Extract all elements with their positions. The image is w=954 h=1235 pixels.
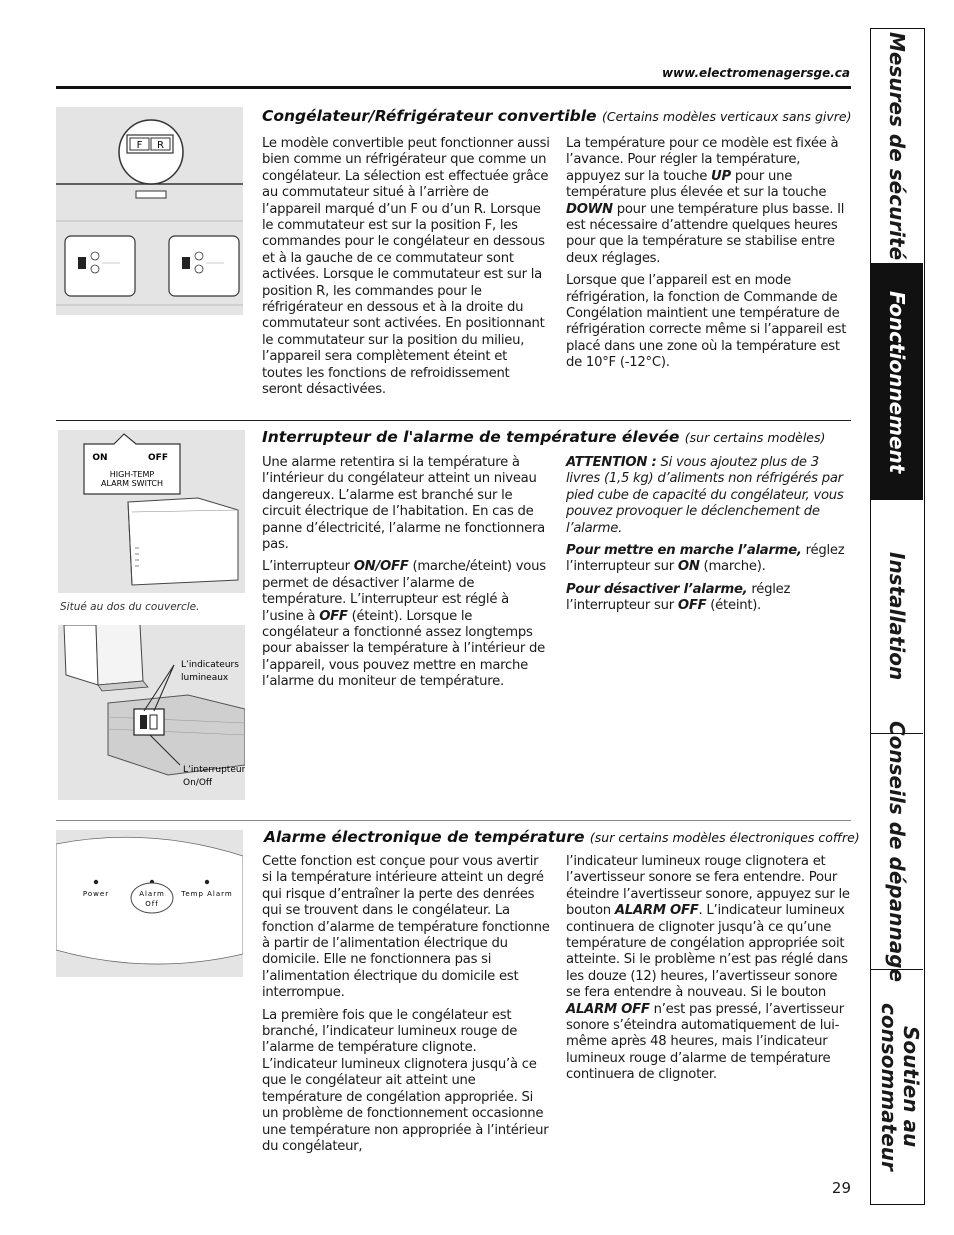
tab-soutien-au-consommateur[interactable]	[871, 970, 923, 1203]
attention-paragraph: ATTENTION : Si vous ajoutez plus de 3 livres (1,5 kg) d’aliments non réfrigérés par pied cube de capacité du congélateur, vous pouvez provoquer le déclenchement de l’alarme.	[566, 455, 844, 536]
switch-r-label: R	[157, 140, 164, 151]
svg-text:On/Off: On/Off	[183, 778, 213, 788]
figure-caption: Situé au dos du couvercle.	[60, 601, 200, 613]
website-url[interactable]: www.electromenagersge.ca	[661, 66, 850, 80]
chapter-tabs-sidebar	[870, 28, 925, 1205]
tab-label: Soutien au consommateur	[877, 1002, 923, 1171]
section-title-electronic-alarm	[264, 828, 860, 846]
paragraph: La première fois que le congélateur est branché, l’indicateur lumineux rouge de l’alarme de température clignote. L’indicateur lumineux clignotera jusqu’à ce que le congélateur ait atteint une température de congélation appropriée. Si un problème de fonctionnement occasionne une température non appropriée à l’intérieur du congélateur,	[262, 1007, 549, 1154]
tab-conseils-de-depannage[interactable]	[871, 720, 923, 983]
section-title-alarm-switch	[262, 428, 825, 446]
section-subtitle: (sur certains modèles)	[684, 430, 826, 445]
convertible-col-1	[262, 136, 550, 405]
electronic-alarm-col-2	[566, 854, 854, 1090]
convertible-controls-illustration	[56, 107, 243, 315]
page-number: 29	[831, 1179, 851, 1197]
high-temp-alarm-switch-illustration	[58, 430, 245, 593]
paragraph: Cette fonction est conçue pour vous avertir si la température intérieure atteint un degré qui risque d’entraîner la perte des denrées qui se trouvent dans le congélateur. La fonction d’alarme de température fonctionne à partir de l’alimentation électrique du domicile. Elle ne fonctionnera pas si l’alimentation électrique du domicile est interrompue.	[262, 854, 550, 1001]
tab-label: Installation	[885, 552, 909, 681]
indicators-label: L’indicateurs	[181, 660, 239, 670]
paragraph: Une alarme retentira si la température à l’intérieur du congélateur atteint un niveau dangereux. L’alarme est branché sur le circuit électrique de l’habitation. En cas de panne d’électricité, l’alarme ne fonctionnera pas.	[262, 455, 546, 553]
tab-label: Conseils de dépannage	[885, 720, 909, 983]
section-title-convertible	[262, 107, 851, 125]
power-label: Power	[82, 890, 110, 898]
section-title-text: Alarme électronique de température	[264, 828, 585, 846]
electronic-alarm-panel-illustration	[56, 830, 243, 977]
section-title-text: Interrupteur de l'alarme de température élevée	[262, 428, 680, 446]
section-divider	[56, 820, 851, 821]
switch-label: L’interrupteur	[183, 765, 245, 775]
switch-f-label: F	[136, 140, 143, 151]
convertible-col-2	[566, 136, 854, 378]
svg-text:HIGH-TEMP: HIGH-TEMP	[109, 470, 155, 479]
tab-label: Mesures de sécurité	[885, 31, 909, 261]
electronic-alarm-col-1	[262, 854, 550, 1161]
paragraph: Lorsque que l’appareil est en mode réfrigération, la fonction de Commande de Congélation maintient une température de réfrigération correcte même si l’appareil est placé dans une zone où la température est de 10°F (-12°C).	[566, 273, 847, 371]
indicator-switch-illustration	[58, 625, 245, 800]
tab-fonctionnement[interactable]	[871, 264, 923, 500]
section-subtitle: (sur certains modèles électroniques coffre)	[589, 830, 860, 845]
svg-text:lumineaux: lumineaux	[181, 673, 229, 683]
section-title-text: Congélateur/Réfrigérateur convertible	[262, 107, 597, 125]
alarm-off-button-label: Alarm	[139, 890, 165, 898]
off-label: OFF	[148, 453, 168, 463]
on-label: ON	[92, 453, 108, 463]
paragraph: l’indicateur lumineux rouge clignotera et l’avertisseur sonore se fera entendre. Pour éteindre l’avertisseur sonore, appuyez sur le bouton ALARM OFF. L’indicateur lumineux continuera de clignoter jusqu’à ce qu’une température de congélation appropriée soit atteinte. Si le problème n’est pas réglé dans les douze (12) heures, l’avertisseur sonore se fera entendre à nouveau. Si le bouton ALARM OFF n’est pas pressé, l’avertisseur sonore s’éteindra automatiquement de lui-même après 48 heures, mais l’indicateur lumineux rouge d’alarme de température continuera de clignoter.	[566, 854, 850, 1083]
svg-text:Off: Off	[145, 900, 159, 908]
tab-mesures-de-securite[interactable]	[871, 29, 923, 264]
paragraph: L’interrupteur ON/OFF (marche/éteint) vous permet de désactiver l’alarme de température. L’interrupteur est réglé à l’usine à OFF (éteint). Lorsque le congélateur a fonctionné assez longtemps pour abaisser la température à l’intérieur de l’appareil, vous pouvez mettre en marche l’alarme du moniteur de température.	[262, 559, 546, 690]
temp-alarm-label: Temp Alarm	[181, 890, 233, 898]
paragraph: Le modèle convertible peut fonctionner aussi bien comme un réfrigérateur que comme un congélateur. La sélection est effectuée grâce au commutateur situé à l’arrière de l’appareil marqué d’un F ou d’un R. Lorsque le commutateur est sur la position F, les commandes pour le congélateur en dessous et à la gauche de ce commutateur sont activées. Lorsque le commutateur est sur la position R, les commandes pour le réfrigérateur en dessous et à la droite du commutateur sont activées. En positionnant le commutateur sur la position du milieu, l’appareil sera complètement éteint et toutes les fonctions de refroidissement seront désactivées.	[262, 136, 550, 398]
svg-text:ALARM SWITCH: ALARM SWITCH	[101, 479, 163, 488]
section-divider	[56, 420, 851, 421]
paragraph: Pour mettre en marche l’alarme, réglez l’interrupteur sur ON (marche).	[566, 543, 845, 575]
section-subtitle: (Certains modèles verticaux sans givre)	[601, 109, 852, 124]
paragraph: La température pour ce modèle est fixée à l’avance. Pour régler la température, appuyez sur la touche UP pour une température plus élevée et sur la touche DOWN pour une température plus basse. Il est nécessaire d’attendre quelques heures pour que la température se stabilise entre deux réglages.	[566, 136, 845, 266]
alarm-switch-col-1	[262, 455, 550, 697]
paragraph: Pour désactiver l’alarme, réglez l’interrupteur sur OFF (éteint).	[566, 581, 791, 614]
alarm-switch-col-2	[566, 455, 854, 621]
tab-installation[interactable]	[871, 500, 923, 734]
header-rule	[56, 86, 851, 89]
tab-label: Fonctionnement	[885, 290, 909, 474]
